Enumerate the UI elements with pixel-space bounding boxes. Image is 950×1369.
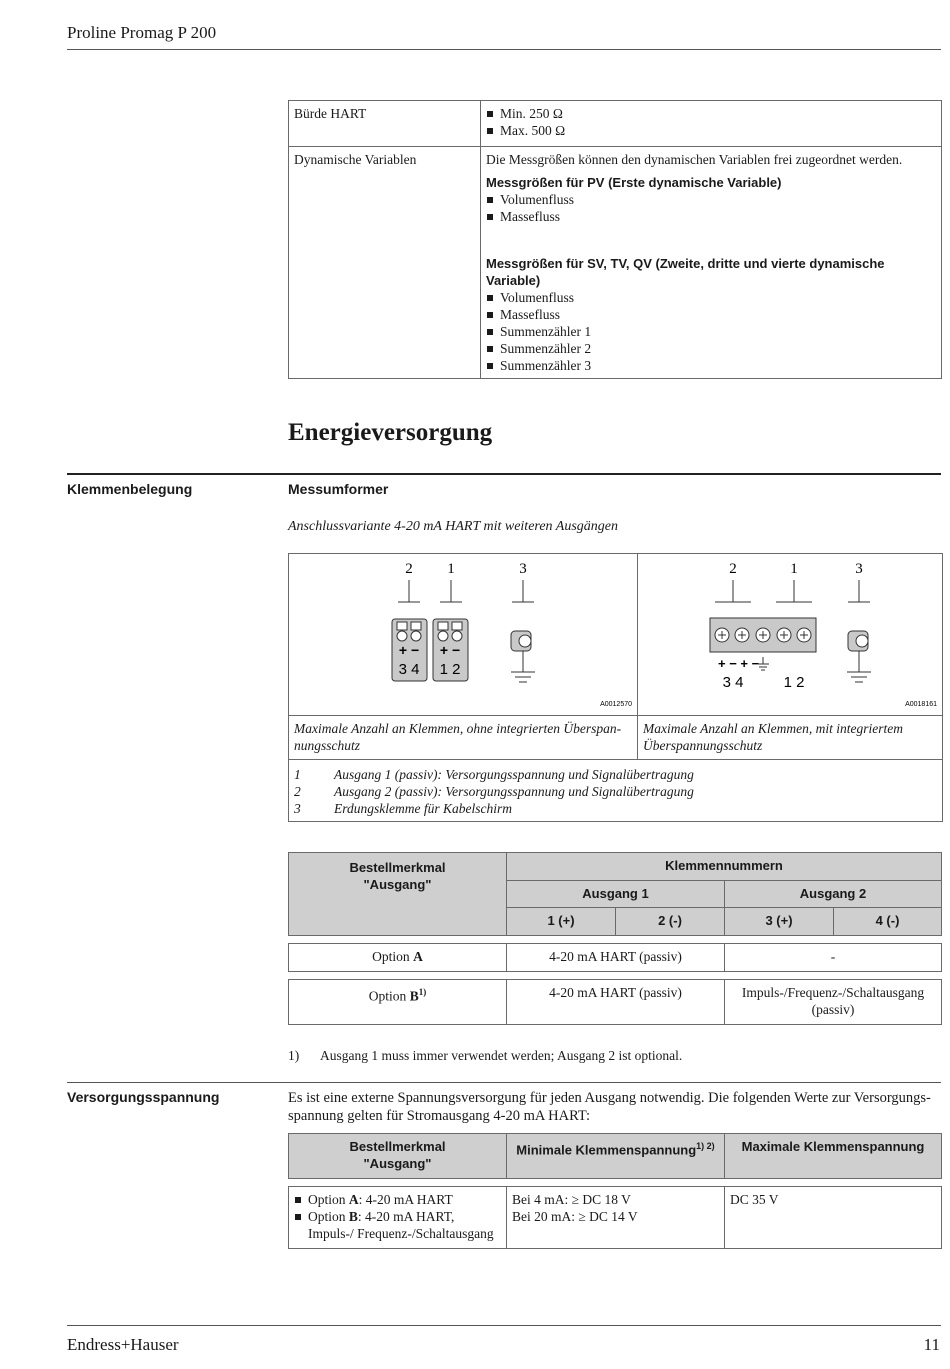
terminal-numbers-a: 3 4	[722, 674, 744, 691]
section-divider	[67, 1082, 941, 1083]
list-item: Max. 500 Ω	[486, 122, 936, 139]
row-label: Dynamische Variablen	[289, 147, 481, 379]
terminal-signs-a: + −	[398, 642, 420, 658]
variant-caption: Anschlussvariante 4-20 mA HART mit weiteren Ausgängen	[288, 519, 619, 534]
side-label-klemmenbelegung: Klemmenbelegung	[67, 481, 193, 497]
terminal-signs-b: + −	[439, 642, 461, 658]
terminal-signs: + − + −	[718, 656, 760, 671]
figure-caption-right: Maximale Anzahl an Klemmen, mit integriertem Überspannungsschutz	[638, 716, 943, 760]
header-output-2: Ausgang 2	[725, 881, 942, 908]
row-label: Option $B^{1)}$	[289, 980, 507, 1025]
footer-brand: Endress+Hauser	[67, 1335, 179, 1354]
terminal-figure-table	[288, 553, 943, 822]
terminal-numbers-b: 1 2	[783, 674, 805, 691]
row-output-2: Impuls-/Frequenz-/Schaltausgang (passiv)	[725, 980, 942, 1025]
list-item: Summenzähler 3	[486, 357, 936, 374]
list-item: Massefluss	[486, 306, 936, 323]
legend-item: 2 Ausgang 2 (passiv): Versorgungsspannung und Signalübertragung	[294, 784, 694, 799]
table-row	[289, 147, 942, 379]
row-output-2: -	[725, 944, 942, 972]
header-output-1: Ausgang 1	[507, 881, 725, 908]
figure-left	[289, 554, 638, 716]
row-value	[481, 101, 942, 147]
row-label: Option A	[289, 944, 507, 972]
section-divider	[67, 473, 941, 475]
header-terminal-numbers: Klemmennummern	[507, 853, 942, 881]
list-item: Volumenfluss	[486, 289, 936, 306]
row-output-1: 4-20 mA HART (passiv)	[507, 944, 725, 972]
figure-right	[638, 554, 943, 716]
header-divider	[67, 49, 941, 50]
section-title: Energieversorgung	[288, 419, 493, 446]
figure-code-right: A0018161	[905, 701, 937, 708]
figure-label-3: 3	[519, 561, 527, 577]
header-order: Bestellmerkmal "Ausgang"	[289, 853, 507, 936]
terminal-diagram-right	[638, 554, 942, 711]
figure-label-1: 1	[790, 561, 798, 577]
subheading-messumformer: Messumformer	[288, 481, 389, 497]
header-max-voltage: Maximale Klemmenspannung	[725, 1134, 942, 1179]
list-item: Massefluss	[486, 208, 936, 225]
footer-divider	[67, 1325, 941, 1326]
header-col: 1 (+)	[507, 908, 616, 936]
figure-code-left: A0012570	[600, 701, 632, 708]
page-number: 11	[923, 1335, 940, 1354]
dynamic-intro: Die Messgrößen können den dynamischen Variablen frei zugeordnet werden.	[486, 152, 903, 167]
list-item: Option A: 4-20 mA HART	[294, 1191, 501, 1208]
legend-item: 1 Ausgang 1 (passiv): Versorgungsspannung und Signalübertragung	[294, 767, 694, 782]
legend-item: 3 Erdungsklemme für Kabelschirm	[294, 801, 512, 816]
supply-voltage-table	[288, 1186, 942, 1249]
hart-table	[288, 100, 942, 379]
terminal-numbers-b: 1 2	[439, 661, 461, 678]
document-header-title: Proline Promag P 200	[67, 23, 217, 42]
table-row-option-a	[288, 943, 942, 972]
list-item: Volumenfluss	[486, 191, 936, 208]
row-output-1: 4-20 mA HART (passiv)	[507, 980, 725, 1025]
figure-label-3: 3	[855, 561, 863, 577]
terminal-diagram-left	[289, 554, 637, 711]
row-min-voltage: Bei 4 mA: ≥ DC 18 V Bei 20 mA: ≥ DC 14 V	[507, 1187, 725, 1249]
table-row-option-b	[288, 979, 942, 1025]
header-col: 4 (-)	[834, 908, 942, 936]
list-item: Summenzähler 1	[486, 323, 936, 340]
header-order: Bestellmerkmal "Ausgang"	[289, 1134, 507, 1179]
figure-label-2: 2	[405, 561, 413, 577]
table-row	[289, 101, 942, 147]
table-footnote: 1) Ausgang 1 muss immer verwendet werden; Ausgang 2 ist optional.	[288, 1048, 683, 1063]
list-item: Option B: 4-20 mA HART, Impuls-/ Frequenz-/Schaltausgang	[294, 1208, 501, 1242]
sv-heading: Messgrößen für SV, TV, QV (Zweite, dritte und vierte dynamische Variable)	[486, 256, 885, 288]
list-item: Min. 250 Ω	[486, 105, 936, 122]
terminal-numbers-a: 3 4	[398, 661, 420, 678]
figure-legend	[289, 760, 943, 822]
versorgung-intro: Es ist eine externe Spannungsversorgung für jeden Ausgang notwendig. Die folgenden Werte zur Versorgungsspannung gelten für Stromausgang 4-20 mA HART:	[288, 1090, 931, 1124]
row-options	[289, 1187, 507, 1249]
pv-heading: Messgrößen für PV (Erste dynamische Variable)	[486, 175, 782, 190]
row-label: Bürde HART	[289, 101, 481, 147]
list-item: Summenzähler 2	[486, 340, 936, 357]
row-max-voltage: DC 35 V	[725, 1187, 942, 1249]
figure-label-2: 2	[729, 561, 737, 577]
side-label-versorgungsspannung: Versorgungsspannung	[67, 1089, 220, 1105]
figure-label-1: 1	[447, 561, 455, 577]
terminal-number-table	[288, 852, 942, 936]
figure-caption-left: Maximale Anzahl an Klemmen, ohne integrierten Überspannungsschutz	[289, 716, 638, 760]
header-col: 2 (-)	[616, 908, 725, 936]
header-col: 3 (+)	[725, 908, 834, 936]
supply-voltage-table-header	[288, 1133, 942, 1179]
row-value	[481, 147, 942, 379]
header-min-voltage: Minimale Klemmenspannung$^{1) 2)}$	[507, 1134, 725, 1179]
